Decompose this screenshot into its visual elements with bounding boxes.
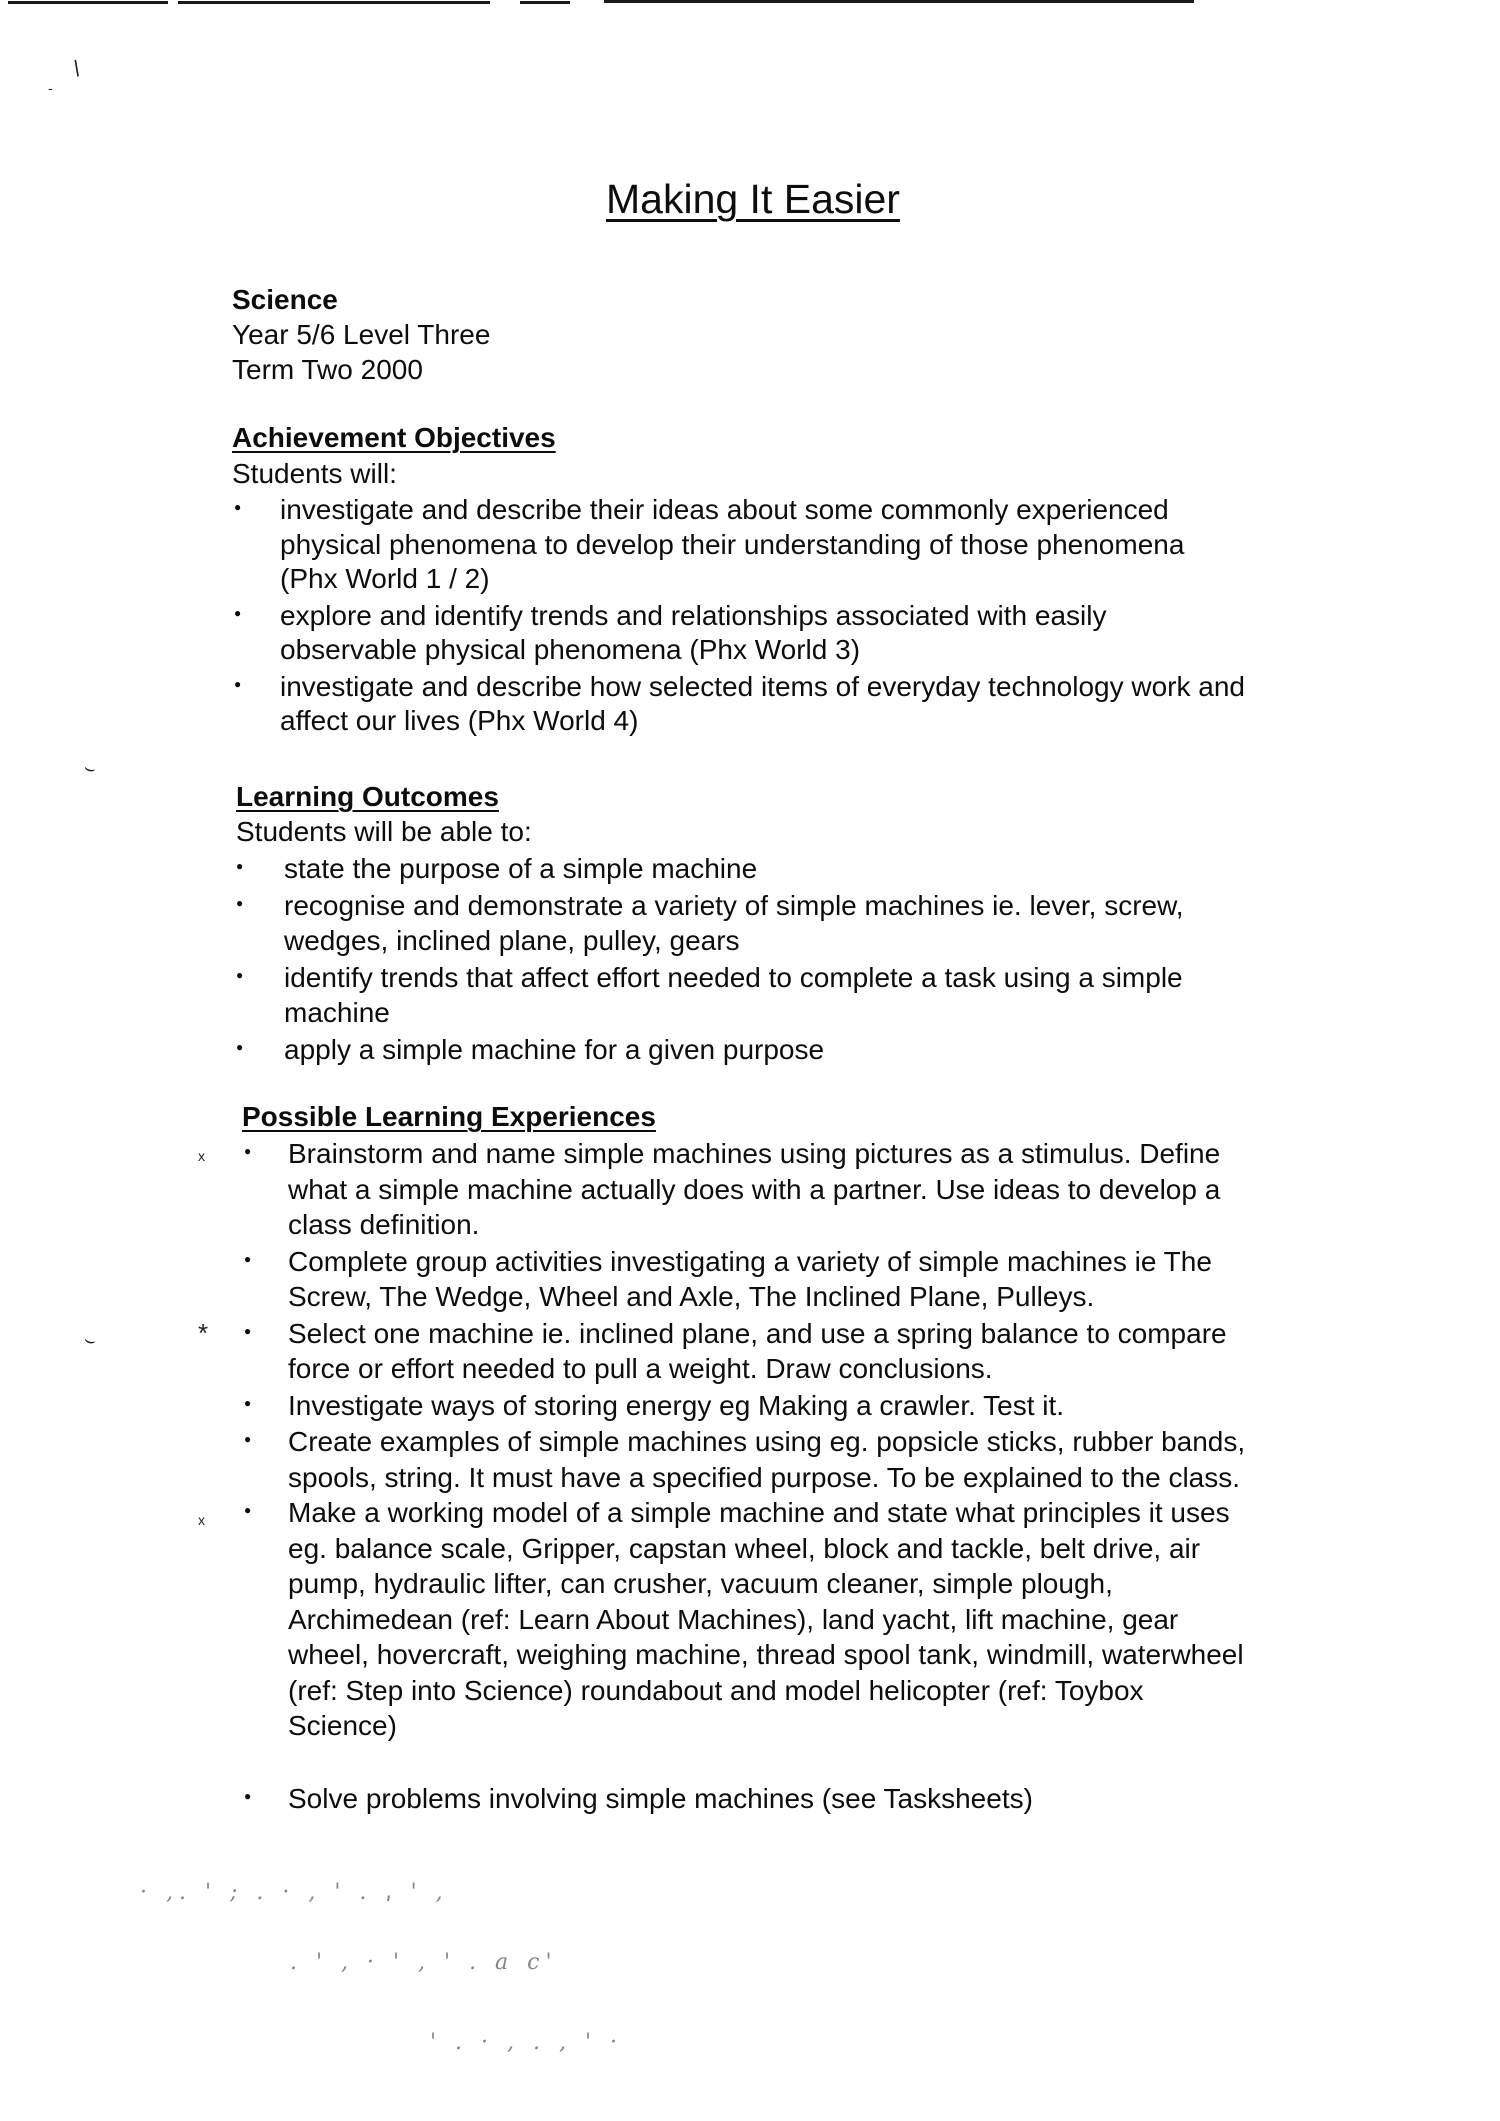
learning-outcomes-intro: Students will be able to:	[236, 816, 532, 847]
term-label: Term Two 2000	[232, 354, 423, 385]
list-item-line: physical phenomena to develop their understanding of those phenomena	[280, 528, 1185, 560]
bullet-icon: ●	[236, 1039, 244, 1054]
list-item-line: pump, hydraulic lifter, can crusher, vacuum cleaner, simple plough,	[288, 1568, 1113, 1599]
list-item-line: what a simple machine actually does with a partner. Use ideas to develop a	[288, 1173, 1221, 1205]
list-item-line: observable physical phenomena (Phx World 3)	[280, 634, 861, 665]
bullet-icon: ●	[234, 605, 242, 620]
bullet-icon: ●	[236, 895, 244, 910]
list-item-line: apply a simple machine for a given purpose	[284, 1033, 825, 1065]
bullet-icon: ●	[244, 1432, 252, 1446]
bullet-icon: ●	[234, 500, 242, 514]
bullet-icon: ●	[244, 1323, 252, 1338]
list-item-line: affect our lives (Phx World 4)	[280, 705, 639, 736]
bullet-icon: ●	[244, 1144, 252, 1158]
list-item-line: force or effort needed to pull a weight. Draw conclusions.	[288, 1353, 993, 1384]
list-item-line: explore and identify trends and relationships associated with easily	[280, 599, 1107, 631]
scan-speck-icon: -	[48, 80, 53, 96]
list-item-line: identify trends that affect effort needed to complete a task using a simple	[284, 961, 1183, 993]
list-item-line: Science)	[288, 1710, 397, 1741]
list-item-line: Investigate ways of storing energy eg Making a crawler. Test it.	[288, 1389, 1065, 1421]
list-item-line: spools, string. It must have a specified purpose. To be explained to the class.	[288, 1461, 1241, 1493]
list-item-line: (Phx World 1 / 2)	[280, 563, 490, 594]
list-item-line: wedges, inclined plane, pulley, gears	[284, 925, 740, 956]
bullet-icon: ●	[244, 1395, 252, 1410]
scan-artifact-top-line-left	[8, 1, 168, 4]
margin-annotation-mark: x	[198, 1148, 205, 1164]
list-item-line: eg. balance scale, Gripper, capstan wheel, block and tackle, belt drive, air	[288, 1532, 1201, 1564]
list-item-line: Select one machine ie. inclined plane, and use a spring balance to compare	[288, 1317, 1227, 1349]
faint-handwriting: · ,. ' ; . · , ' . ˌ ' ,	[140, 1880, 449, 1905]
level-label: Year 5/6 Level Three	[232, 319, 491, 350]
achievement-objectives-heading: Achievement Objectives	[232, 422, 556, 453]
scan-artifact-top-line-short	[520, 1, 570, 4]
bullet-icon: ●	[244, 1503, 252, 1517]
bullet-icon: ●	[244, 1788, 252, 1803]
bullet-icon: ●	[236, 859, 244, 873]
scan-speck-icon: /	[68, 55, 85, 82]
list-item-line: Brainstorm and name simple machines using pictures as a stimulus. Define	[288, 1138, 1221, 1169]
learning-experiences-heading: Possible Learning Experiences	[242, 1101, 656, 1132]
list-item-line: (ref: Step into Science) roundabout and model helicopter (ref: Toybox	[288, 1674, 1144, 1706]
margin-annotation-mark: *	[198, 1318, 209, 1348]
scan-tick-icon: ⌣	[81, 756, 99, 780]
achievement-objectives-intro: Students will:	[232, 458, 397, 489]
margin-annotation-mark: x	[198, 1512, 205, 1528]
list-item-line: Solve problems involving simple machines (see Tasksheets)	[288, 1782, 1033, 1814]
list-item-line: Make a working model of a simple machine and state what principles it uses	[288, 1497, 1230, 1528]
faint-handwriting: ' . · , . , ' ·	[430, 2030, 624, 2055]
bullet-icon: ●	[236, 967, 244, 982]
list-item-line: investigate and describe how selected items of everyday technology work and	[280, 670, 1245, 702]
scan-artifact-top-line-mid	[178, 1, 490, 4]
page-title: Making It Easier	[606, 176, 900, 222]
subject-label: Science	[232, 284, 338, 315]
list-item-line: Screw, The Wedge, Wheel and Axle, The Inclined Plane, Pulleys.	[288, 1281, 1095, 1312]
scan-tick-icon: ⌣	[81, 1328, 99, 1352]
list-item-line: class definition.	[288, 1209, 480, 1240]
bullet-icon: ●	[234, 676, 242, 691]
list-item-line: state the purpose of a simple machine	[284, 853, 758, 884]
list-item-line: Archimedean (ref: Learn About Machines), land yacht, lift machine, gear	[288, 1603, 1179, 1635]
list-item-line: Create examples of simple machines using eg. popsicle sticks, rubber bands,	[288, 1426, 1246, 1457]
scan-artifact-top-line-right	[604, 0, 1194, 3]
list-item-line: recognise and demonstrate a variety of simple machines ie. lever, screw,	[284, 889, 1184, 921]
list-item-line: investigate and describe their ideas about some commonly experienced	[280, 494, 1169, 525]
bullet-icon: ●	[244, 1251, 252, 1266]
list-item-line: wheel, hovercraft, weighing machine, thread spool tank, windmill, waterwheel	[288, 1639, 1244, 1670]
list-item-line: Complete group activities investigating a variety of simple machines ie The	[288, 1245, 1212, 1277]
learning-outcomes-heading: Learning Outcomes	[236, 781, 499, 812]
list-item-line: machine	[284, 997, 390, 1028]
faint-handwriting: . ' , · ' , ' . a c'	[290, 1950, 558, 1975]
